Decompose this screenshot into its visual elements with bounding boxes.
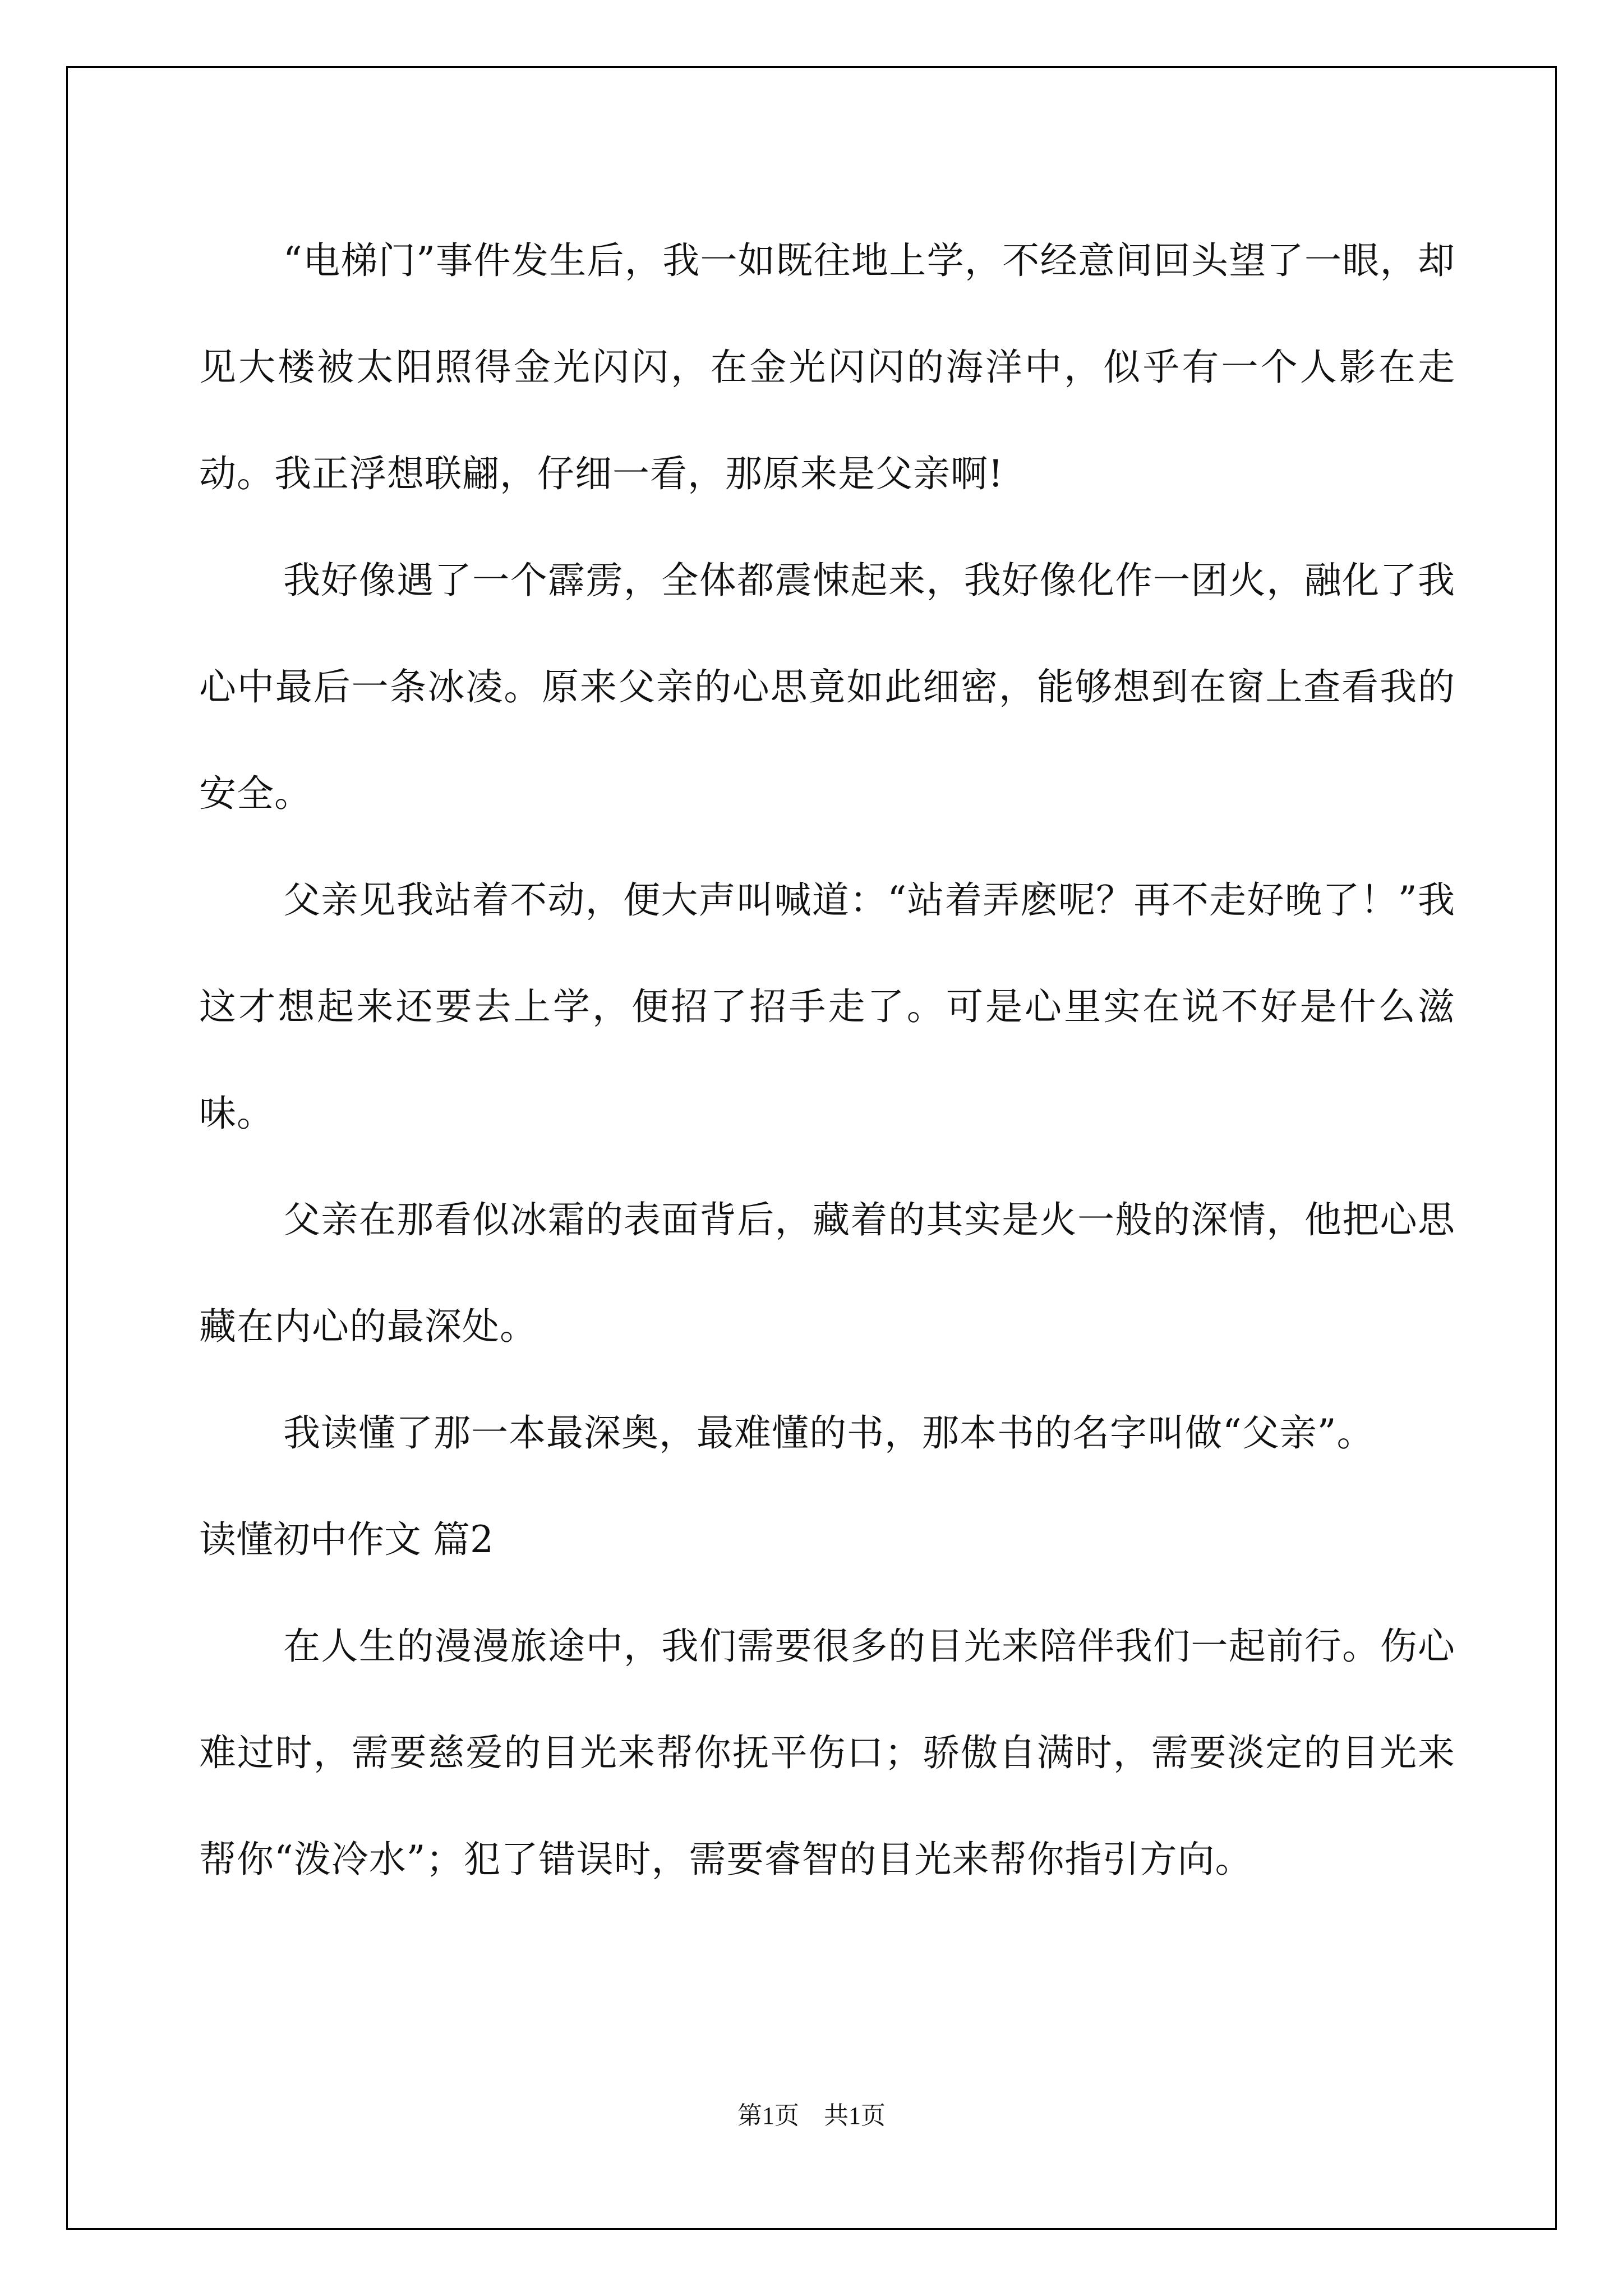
paragraph: 我读懂了那一本最深奥，最难懂的书，那本书的名字叫做“父亲”。 (283, 1411, 1375, 1455)
page-number-footer: 第1页 共1页 (737, 2102, 886, 2129)
paragraph: 父亲见我站着不动，便大声叫喊道：“站着弄麽呢？再不走好晚了！”我这才想起来还要去上学，便招了招手走了。可是心里实在说不好是什么滋味。 (199, 878, 1455, 1135)
paragraph: 在人生的漫漫旅途中，我们需要很多的目光来陪伴我们一起前行。伤心难过时，需要慈爱的目光来帮你抚平伤口；骄傲自满时，需要淡定的目光来帮你“泼冷水”；犯了错误时，需要睿智的目光来帮你指引方向。 (199, 1625, 1455, 1881)
section-heading: 读懂初中作文 篇2 (199, 1518, 494, 1561)
paragraph: 父亲在那看似冰霜的表面背后，藏着的其实是火一般的深情，他把心思藏在内心的最深处。 (199, 1198, 1455, 1348)
document-body (199, 208, 1455, 1913)
paragraph: 我好像遇了一个霹雳，全体都震悚起来，我好像化作一团火，融化了我心中最后一条冰凌。原来父亲的心思竟如此细密，能够想到在窗上查看我的安全。 (199, 559, 1455, 815)
paragraph: “电梯门”事件发生后，我一如既往地上学，不经意间回头望了一眼，却见大楼被太阳照得金光闪闪，在金光闪闪的海洋中，似乎有一个人影在走动。我正浮想联翩，仔细一看，那原来是父亲啊! (199, 239, 1455, 495)
